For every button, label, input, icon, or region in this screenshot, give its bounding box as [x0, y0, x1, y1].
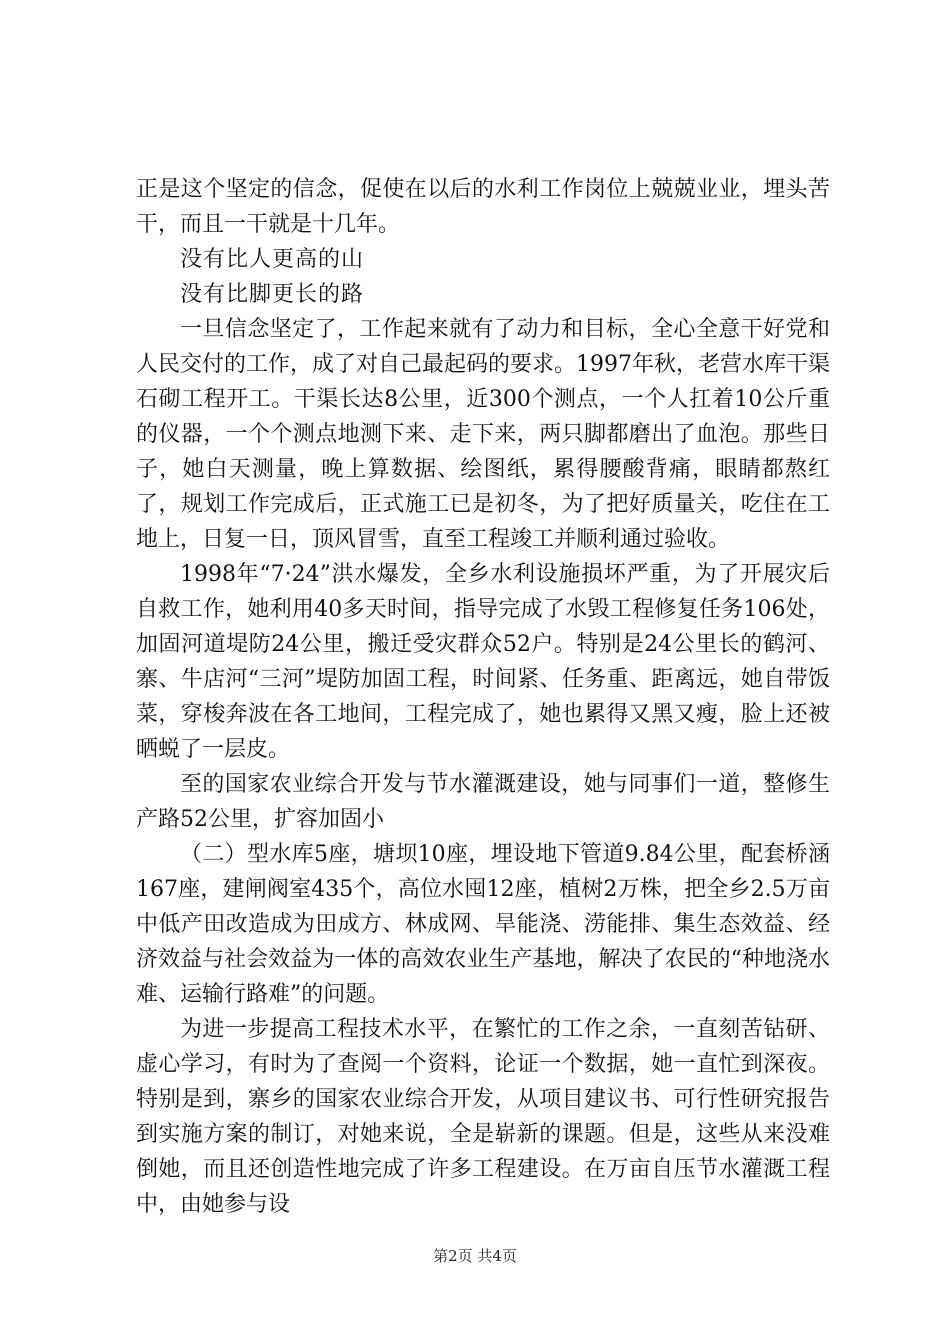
verse-line-road: 没有比脚更长的路: [180, 282, 365, 307]
paragraph-flood-1998: 1998年“7·24”洪水爆发，全乡水利设施损坏严重，为了开展灾后自救工作，她利用40多天时间，指导完成了水毁工程修复任务106处，加固河道堤防24公里，搬迁受灾群众52户。特别是24公里长的鹤河、寨、牛店河“三河”堤防加固工程，时间紧、任务重、距离远，她自带饭菜，穿梭奔波在各工地间，工程完成了，她也累得又黑又瘦，脸上还被晒蜕了一层皮。: [136, 562, 830, 762]
verse-line-mountain: 没有比人更高的山: [180, 247, 365, 272]
paragraph-reservoir-project: 一旦信念坚定了，工作起来就有了动力和目标，全心全意干好党和人民交付的工作，成了对自己最起码的要求。1997年秋，老营水库干渠石砌工程开工。干渠长达8公里，近300个测点，一个人扛着10公斤重的仪器，一个个测点地测下来、走下来，两只脚都磨出了血泡。那些日子，她白天测量，晚上算数据、绘图纸，累得腰酸背痛，眼睛都熬红了，规划工作完成后，正式施工已是初冬，为了把好质量关，吃住在工地上，日复一日，顶风冒雪，直至工程竣工并顺利通过验收。: [136, 317, 830, 552]
document-body: [136, 172, 830, 1222]
paragraph-belief: 正是这个坚定的信念，促使在以后的水利工作岗位上兢兢业业，埋头苦干，而且一干就是十几年。: [136, 177, 830, 237]
paragraph-agricultural-development: 至的国家农业综合开发与节水灌溉建设，她与同事们一道，整修生产路52公里，扩容加固小: [136, 772, 830, 832]
paragraph-reservoir-statistics: （二）型水库5座，塘坝10座，埋设地下管道9.84公里，配套桥涵167座，建闸阀室435个，高位水囤12座，植树2万株，把全乡2.5万亩中低产田改造成为田成方、林成网、旱能浇、涝能排、集生态效益、经济效益与社会效益为一体的高效农业生产基地，解决了农民的“种地浇水难、运输行路难”的问题。: [136, 842, 830, 1007]
paragraph-technical-study: 为进一步提高工程技术水平，在繁忙的工作之余，一直刻苦钻研、虚心学习，有时为了查阅一个资料，论证一个数据，她一直忙到深夜。特别是到，寨乡的国家农业综合开发，从项目建议书、可行性研究报告到实施方案的制订，对她来说，全是崭新的课题。但是，这些从来没难倒她，而且还创造性地完成了许多工程建设。在万亩自压节水灌溉工程中，由她参与设: [136, 1017, 830, 1217]
page-number-footer: 第2页 共4页: [433, 1247, 517, 1265]
